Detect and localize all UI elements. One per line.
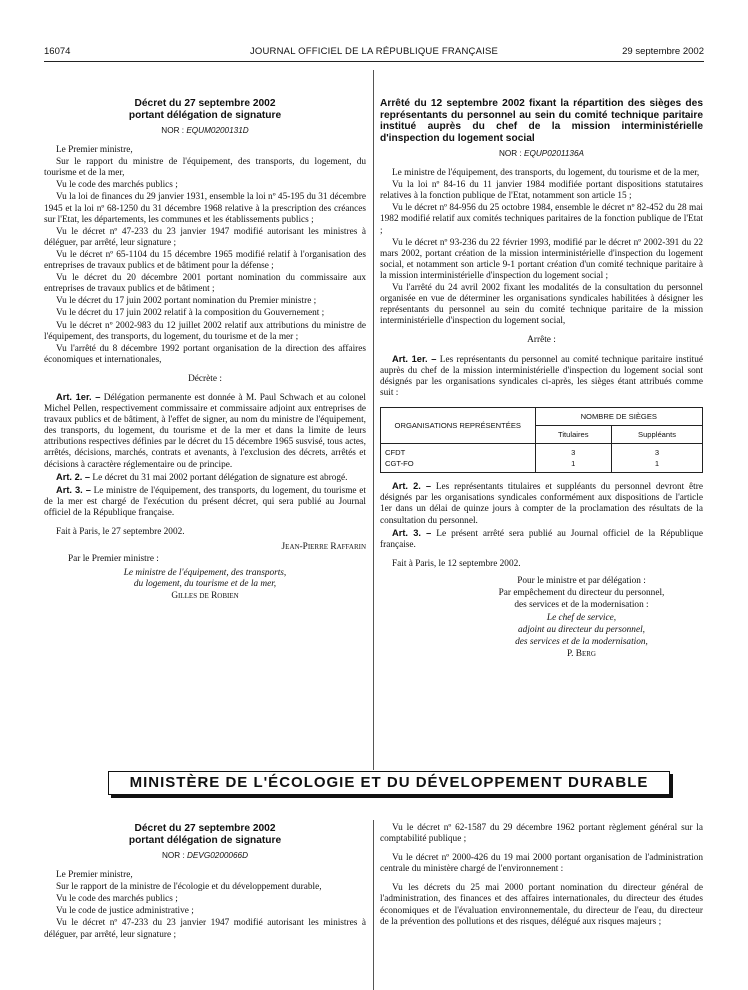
decree-2-intro: Le Premier ministre, [56,870,133,881]
minister-title: Le ministre de l'équipement, des transports, du logement, du tourisme et de la mer, [123,568,287,590]
titulaires-value: 3 [571,448,576,458]
visa: Vu le décret nº 65-1104 du 15 décembre 1965 modifié relatif à l'organisation des entreprises de travaux publics et de bâtiment pour la défense ; [44,249,366,272]
arrete-signature: Pour le ministre et par délégation : Par empêchement du directeur du personnel, des services et de la modernisation : Le chef de service, adjoint au directeur du personnel, des services et de la modernisation, P. Berg [460,576,703,661]
signatory: Jean-Pierre Raffarin [281,542,366,553]
column-divider [373,70,374,770]
article-3: Art. 3. – Le présent arrêté sera publié au Journal officiel de la République française. [380,527,703,550]
visa: Vu le décret nº 84-956 du 25 octobre 1984, ensemble le décret nº 82-452 du 28 mai 1982 modifié relatif aux comités techniques paritaires de la fonction publique de l'Etat ; [380,203,703,236]
article-1: Art. 1er. – Délégation permanente est donnée à M. Paul Schwach et au colonel Michel Pellen, respectivement commissaire et commissaire adjoint aux entreprises de travaux publics et de bâtiment, à l'effet de signer, au nom du ministre de l'équipement, des transports, du logement, du tourisme et de la mer et dans la limite de leurs attributions respectives définies par le décret du 15 décembre 1965 susvisé, tous actes, arrêtés, décisions, marchés, contrats et avenants, à l'exclusion des décrets, arrêtés et décisions à caractère réglementaire ou de principe. [44,391,366,470]
visa: Sur le rapport de la ministre de l'écologie et du développement durable, [56,882,322,893]
decree-1-intro: Le Premier ministre, [56,145,133,156]
fait-a-paris: Fait à Paris, le 27 septembre 2002. [56,527,185,537]
visa: Sur le rapport du ministre de l'équipement, des transports, du logement, du tourisme et de la mer, [44,157,366,179]
article-3: Art. 3. – Le ministre de l'équipement, des transports, du logement, du tourisme et de la mer est chargé de l'exécution du présent décret, qui sera publié au Journal officiel de la République française. [44,484,366,518]
par-le-premier-ministre: Par le Premier ministre : [68,554,159,565]
visa: Vu les décrets du 25 mai 2000 portant nomination du directeur général de l'administration, des finances et des affaires internationales, du directeur des études économiques et de l'évaluation environnementale, du directeur de l'eau, du directeur de la prévention des pollutions et des risques, délégué aux risques majeurs ; [380,883,703,927]
decree-1-nor: NOR : EQUM0200131D [161,126,249,135]
page-header [44,46,704,60]
visa: Vu le code des marchés publics ; [56,894,178,905]
arrete-title: Arrêté du 12 septembre 2002 fixant la répartition des sièges des représentants du personnel au sein du comité technique paritaire institué auprès du chef de la mission interministérielle d'inspection du logement social [380,98,703,144]
visa: Vu le décret nº 2002-983 du 12 juillet 2002 relatif aux attributions du ministre de l'équipement, des transports, du logement, du tourisme et de la mer ; [44,320,366,342]
arrete [380,98,703,662]
visa: Vu l'arrêté du 8 décembre 1992 portant organisation de la direction des affaires économiques et internationales, [44,343,366,365]
column-divider-lower [373,820,374,990]
decree-1-title: Décret du 27 septembre 2002 portant délégation de signature [128,98,282,121]
visa: Vu le décret nº 62-1587 du 29 décembre 1962 portant règlement général sur la comptabilité publique ; [380,823,703,845]
org-name: CGT-FO [385,459,414,469]
decree-2-title: Décret du 27 septembre 2002 portant délégation de signature [128,823,282,846]
visa: Vu la loi de finances du 29 janvier 1931, ensemble la loi nº 45-195 du 31 décembre 1945 et la loi nº 68-1250 du 31 décembre 1968 relative à la prescription des créances sur l'Etat, les départements, les communes et les établissements publics ; [44,192,366,225]
decrete-heading: Décrète : [188,373,222,384]
visa: Le ministre de l'équipement, des transports, du logement, du tourisme et de la mer, [392,168,700,179]
visa: Vu le décret nº 2000-426 du 19 mai 2000 portant organisation de l'administration centrale du ministère chargé de l'environnement : [380,853,703,875]
titulaires-value: 1 [571,459,576,469]
suppleants-value: 1 [654,459,660,469]
visa: Vu l'arrêté du 24 avril 2002 fixant les modalités de la consultation du personnel organisée en vue de déterminer les organisations syndicales habilitées à désigner les représentants du personnel au sein du comité technique paritaire de la mission interministérielle d'inspection du logement social, [380,283,703,327]
visa: Vu le décret du 17 juin 2002 portant nomination du Premier ministre ; [56,296,317,307]
page-number: 16074 [44,46,71,57]
issue-date: 29 septembre 2002 [622,46,704,57]
header-rule [44,61,704,62]
arrete-nor: NOR : EQUP0201136A [499,149,584,158]
visa: Vu le décret nº 47-233 du 23 janvier 1947 modifié autorisant les ministres à déléguer, par arrêté, leur signature ; [44,918,366,940]
visa: Vu le décret du 17 juin 2002 relatif à la composition du Gouvernement ; [56,308,325,319]
signatory-name: P. Berg [567,649,596,660]
decree-2-nor: NOR : DEVG0200066D [161,851,249,860]
decree-2 [44,823,366,942]
visa: Vu le code de justice administrative ; [56,906,194,917]
decree-1 [44,98,366,604]
org-name: CFDT [385,448,406,458]
col-suppleants-header: Suppléants [612,425,703,443]
article-1: Art. 1er. – Les représentants du personnel au comité technique paritaire institué auprès du chef de la mission interministérielle d'inspection du logement social sont désignés par les organisations syndicales ci-après, les sièges étant attribués comme suit : [380,353,703,398]
visa: Vu la loi nº 84-16 du 11 janvier 1984 modifiée portant dispositions statutaires relatives à la fonction publique de l'Etat, notamment son article 15 ; [380,180,703,202]
table-row [381,444,703,473]
col-orgs-header: ORGANISATIONS REPRÉSENTÉES [381,407,536,443]
fait-a-paris: Fait à Paris, le 12 septembre 2002. [392,558,521,569]
arrete-heading: Arrête : [527,335,556,346]
decree-2-continued [380,823,703,929]
visa: Vu le décret nº 47-233 du 23 janvier 1947 modifié autorisant les ministres à déléguer, par arrêté, leur signature ; [44,226,366,248]
visa: Vu le décret nº 93-236 du 22 février 1993, modifié par le décret nº 2002-391 du 22 mars 2002, portant création de la mission interministérielle d'inspection du logement social, et notamment son article 9-1 portant création d'un comité technique paritaire à la mission interministérielle d'inspection du logement social ; [380,237,703,281]
article-2: Art. 2. – Le décret du 31 mai 2002 portant délégation de signature est abrogé. [56,471,348,483]
visa: Vu le décret du 20 décembre 2001 portant nomination du commissaire aux entreprises de travaux publics et de bâtiment ; [44,273,366,295]
journal-title: JOURNAL OFFICIEL DE LA RÉPUBLIQUE FRANÇAISE [249,46,499,57]
suppleants-value: 3 [654,448,660,458]
article-2: Art. 2. – Les représentants titulaires et suppléants du personnel devront être désignés par les organisations syndicales conformément aux dispositions de l'article 1er dans un délai de quinze jours à compter de la proclamation des résultats de la consultation du personnel. [380,481,703,526]
col-sieges-header: NOMBRE DE SIÈGES [535,407,702,425]
col-titulaires-header: Titulaires [535,425,611,443]
visa: Vu le code des marchés publics ; [56,180,178,191]
ministry-banner: MINISTÈRE DE L'ÉCOLOGIE ET DU DÉVELOPPEMENT DURABLE [108,771,670,795]
seats-table [380,407,703,473]
minister-name: Gilles de Robien [171,591,239,602]
